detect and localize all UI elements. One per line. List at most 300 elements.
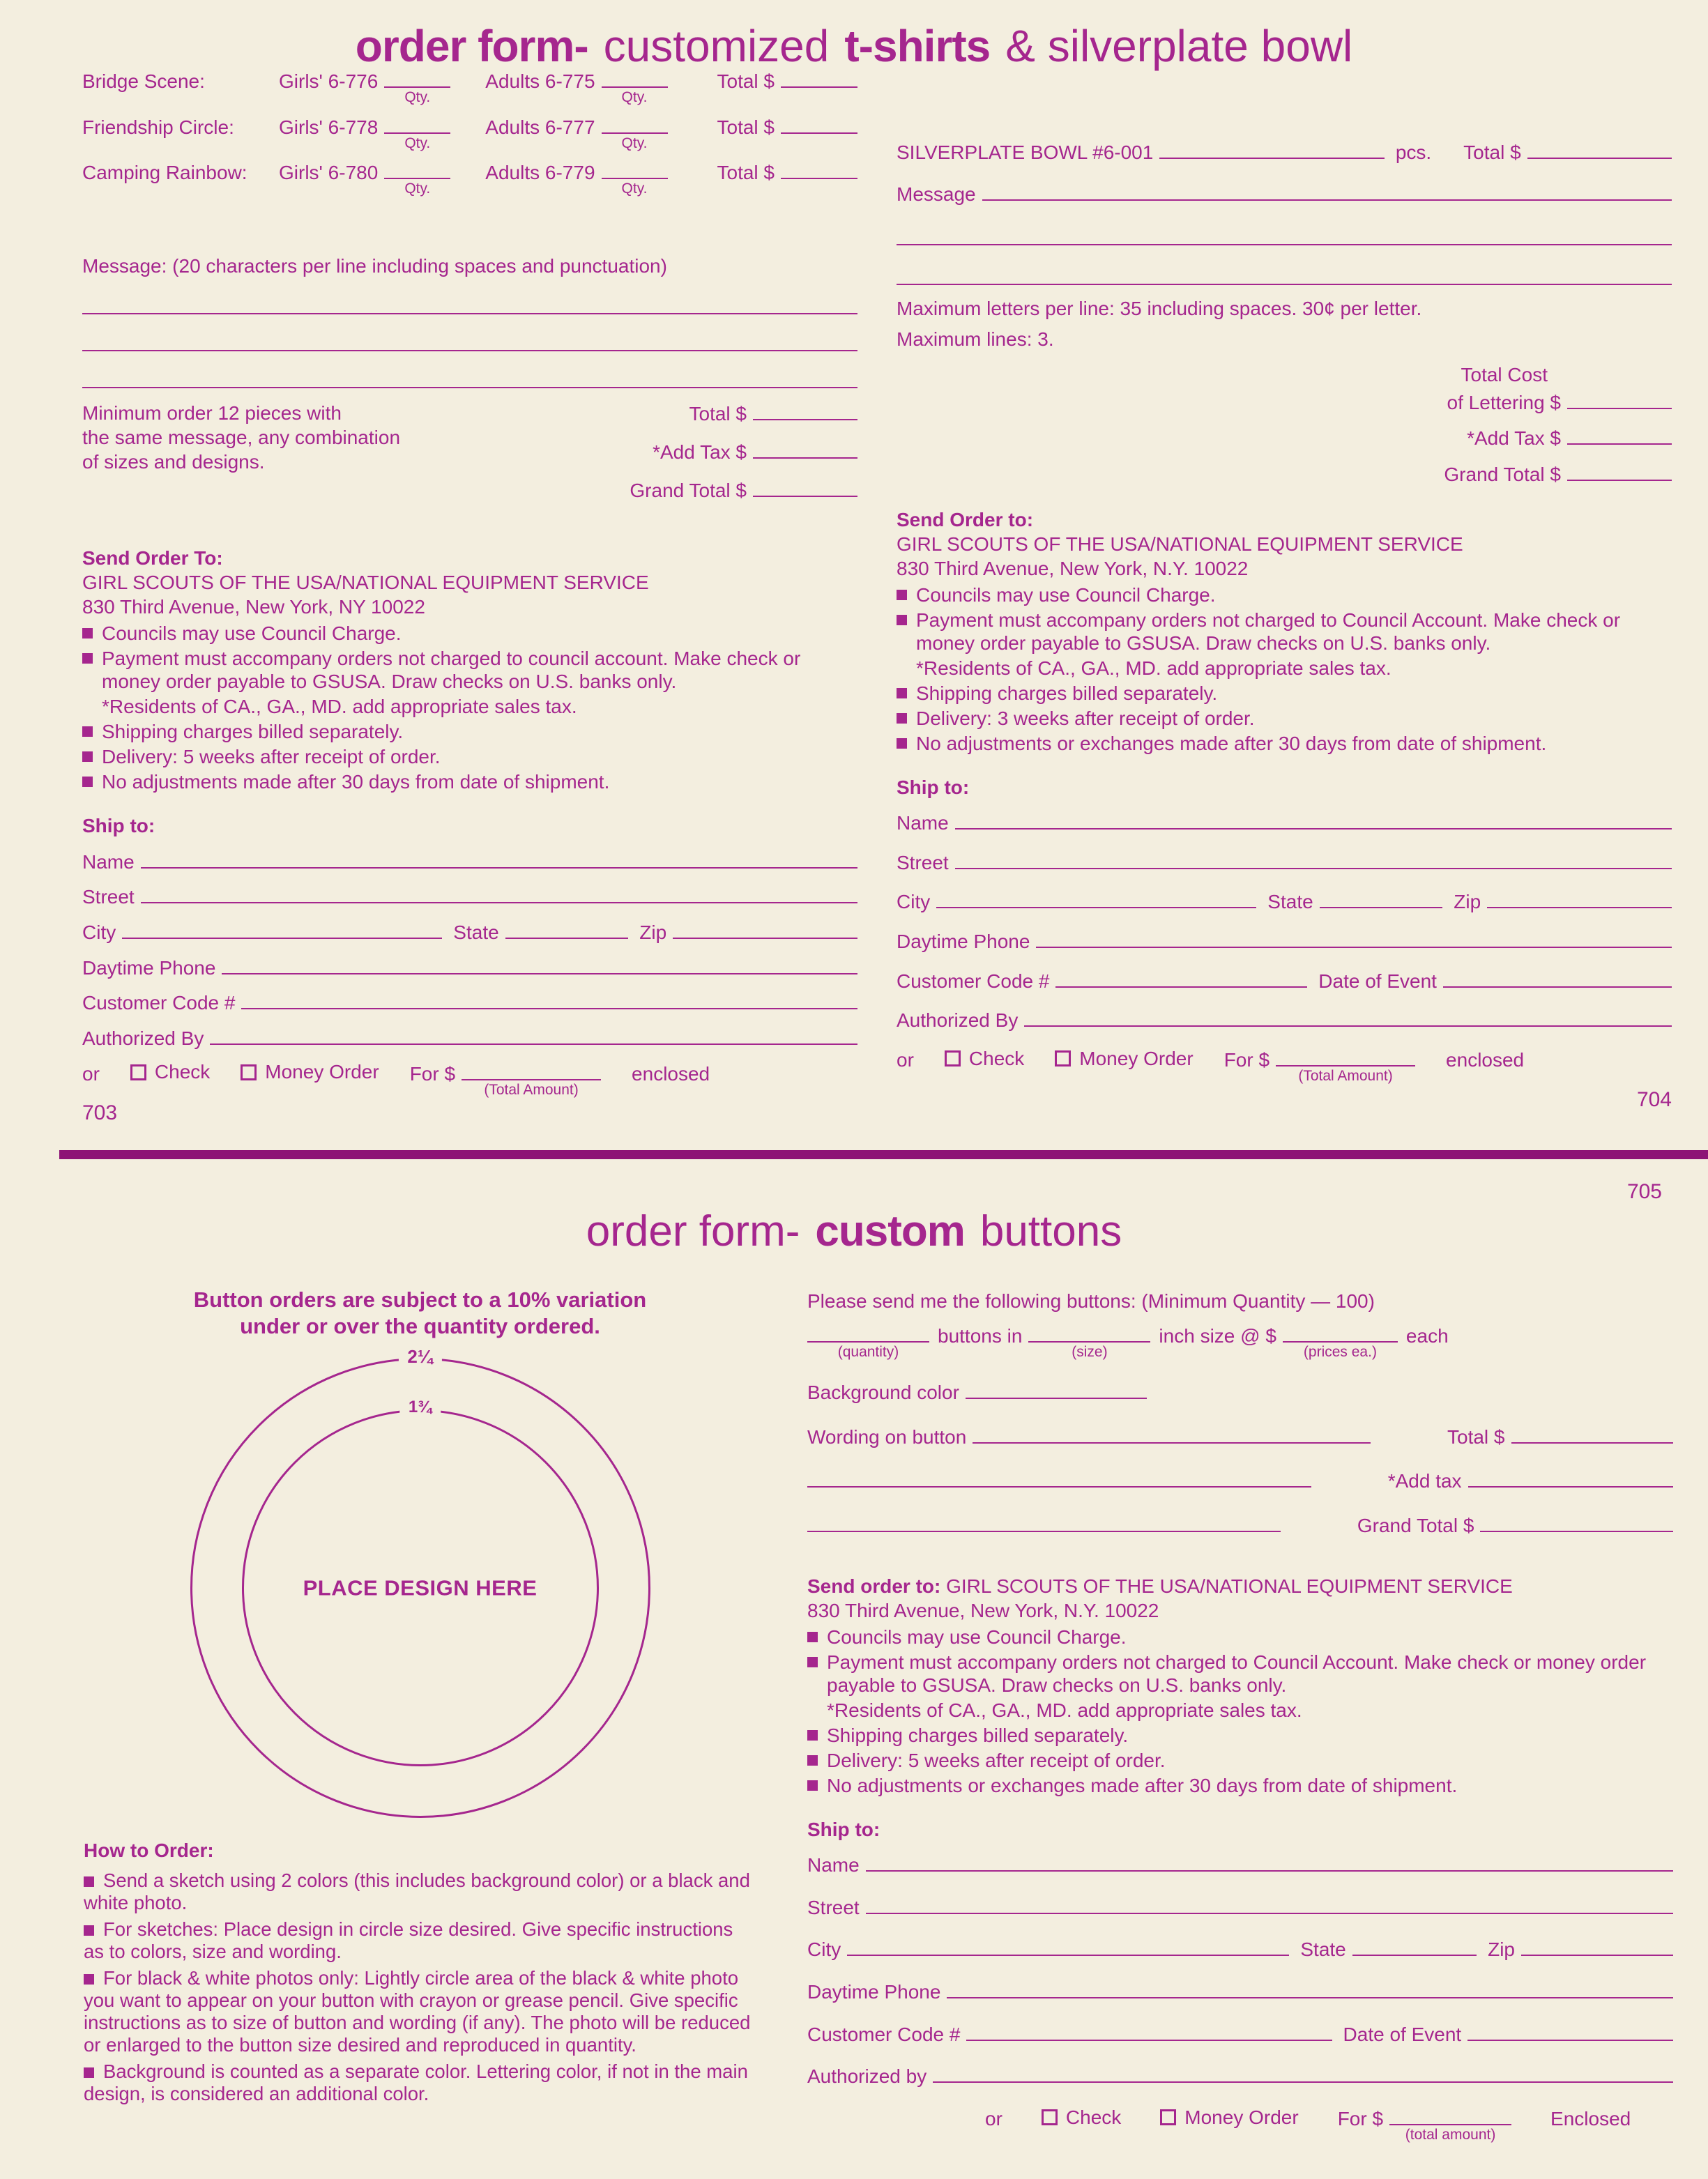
girls-code-group bbox=[279, 160, 450, 197]
ship-to-heading: Ship to: bbox=[807, 1818, 880, 1840]
girls-qty-input-line[interactable] bbox=[384, 114, 450, 151]
total-row bbox=[630, 401, 857, 426]
zip-input-line[interactable] bbox=[1521, 1936, 1673, 1956]
send-order-heading: Send order to: bbox=[807, 1575, 941, 1597]
state-label: State bbox=[1267, 891, 1313, 913]
order-intro: Please send me the following buttons: (Minimum Quantity — 100) bbox=[807, 1290, 1375, 1312]
girls-code-label: Girls' 6-780 bbox=[279, 162, 379, 184]
design-row-friendship-circle bbox=[82, 114, 857, 151]
term-item: Payment must accompany orders not charged to council account. Make check or money order payable to GSUSA. Draw checks on U.S. banks only. bbox=[82, 647, 857, 693]
sales-tax-note: *Residents of CA., GA., MD. add appropriate sales tax. bbox=[916, 657, 1391, 679]
totals-column bbox=[630, 401, 857, 515]
title-part-customized: customized bbox=[603, 21, 830, 71]
background-color-input-line[interactable] bbox=[966, 1379, 1147, 1399]
customer-code-input-line[interactable] bbox=[966, 2021, 1332, 2041]
city-label: City bbox=[807, 1939, 841, 1961]
message-input-line-3[interactable] bbox=[897, 245, 1672, 285]
payment-method-row bbox=[82, 1060, 857, 1098]
max-letters-note: Maximum letters per line: 35 including spaces. 30¢ per letter. bbox=[897, 298, 1422, 320]
title-part-custom: custom bbox=[815, 1207, 965, 1255]
amount-input-line[interactable] bbox=[462, 1061, 601, 1098]
message-input-line-1[interactable] bbox=[982, 181, 1672, 201]
authorized-by-input-line[interactable] bbox=[1024, 1007, 1672, 1027]
enclosed-label: Enclosed bbox=[1550, 2108, 1631, 2130]
price-caption: (prices ea.) bbox=[1303, 1343, 1377, 1360]
amount-group bbox=[1337, 2106, 1511, 2143]
bowl-total-input-line[interactable] bbox=[1527, 139, 1672, 159]
authorized-by-row bbox=[897, 1007, 1672, 1032]
check-option[interactable] bbox=[945, 1047, 1024, 1071]
bowl-qty-input-line[interactable] bbox=[1159, 139, 1385, 159]
title-part-buttons: buttons bbox=[979, 1207, 1122, 1255]
term-item: Payment must accompany orders not charged to Council Account. Make check or money order payable to GSUSA. Draw checks on U.S. banks only. bbox=[807, 1651, 1673, 1697]
total-input-line[interactable] bbox=[1511, 1424, 1674, 1444]
daytime-phone-input-line[interactable] bbox=[947, 1979, 1673, 1998]
street-input-line[interactable] bbox=[866, 1895, 1673, 1914]
lettering-cost-label-line2: of Lettering $ bbox=[1447, 391, 1561, 413]
or-label: or bbox=[82, 1062, 100, 1085]
term-item: Shipping charges billed separately. bbox=[82, 720, 857, 743]
ship-to-section bbox=[807, 1818, 1673, 2143]
state-input-line[interactable] bbox=[1320, 889, 1443, 908]
check-checkbox[interactable] bbox=[130, 1064, 146, 1080]
term-item: No adjustments or exchanges made after 30 days from date of shipment. bbox=[807, 1774, 1673, 1797]
organization-name: GIRL SCOUTS OF THE USA/NATIONAL EQUIPMENT SERVICE bbox=[82, 572, 649, 594]
state-input-line[interactable] bbox=[505, 919, 629, 939]
zip-label: Zip bbox=[639, 921, 667, 943]
money-order-checkbox[interactable] bbox=[1160, 2109, 1176, 2125]
title-part-tshirts: t-shirts bbox=[844, 21, 991, 71]
street-label: Street bbox=[807, 1896, 860, 1918]
add-tax-input-line[interactable] bbox=[1468, 1468, 1673, 1488]
name-row bbox=[897, 810, 1672, 835]
bullet-square-icon bbox=[897, 615, 907, 625]
check-option[interactable] bbox=[1042, 2106, 1121, 2130]
bullet-square-icon bbox=[82, 777, 93, 787]
term-item: Councils may use Council Charge. bbox=[807, 1626, 1673, 1649]
lettering-cost-label-line1: Total Cost bbox=[1461, 364, 1548, 386]
qty-caption: Qty. bbox=[404, 89, 431, 105]
authorized-by-label: Authorized by bbox=[807, 2065, 927, 2088]
how-to-order-item: For black & white photos only: Lightly circle area of the black & white photo you want to appear on your button with crayon or grease pencil. Give specific instructions as to size of button and wording (if any). The photo will be reduced or enlarged to the button size desired and reproduced in quantity. bbox=[84, 1966, 751, 2056]
amount-input-line[interactable] bbox=[1389, 2106, 1511, 2143]
row-total-group bbox=[717, 68, 858, 93]
price-input-line[interactable] bbox=[1283, 1323, 1398, 1360]
date-of-event-label: Date of Event bbox=[1318, 970, 1437, 992]
wording-input-line-3[interactable] bbox=[807, 1513, 1281, 1532]
grand-total-label: Grand Total $ bbox=[1444, 463, 1561, 485]
quantity-input-line[interactable] bbox=[807, 1323, 929, 1360]
buttons-in-label: buttons in bbox=[938, 1324, 1023, 1347]
ship-to-section bbox=[82, 814, 857, 1126]
money-order-checkbox[interactable] bbox=[241, 1064, 257, 1080]
customer-code-input-line[interactable] bbox=[1055, 968, 1307, 988]
bullet-square-icon bbox=[84, 1974, 94, 1985]
size-input-line[interactable] bbox=[1028, 1323, 1150, 1360]
authorized-by-label: Authorized By bbox=[897, 1009, 1019, 1032]
organization-name: GIRL SCOUTS OF THE USA/NATIONAL EQUIPMENT SERVICE bbox=[946, 1575, 1513, 1597]
ship-to-heading: Ship to: bbox=[82, 815, 155, 837]
qty-caption: Qty. bbox=[621, 135, 648, 151]
term-item: No adjustments or exchanges made after 30 days from date of shipment. bbox=[897, 732, 1672, 755]
date-of-event-input-line[interactable] bbox=[1467, 2021, 1673, 2041]
girls-code-group bbox=[279, 114, 450, 151]
organization-address: 830 Third Avenue, New York, NY 10022 bbox=[82, 596, 425, 618]
message-input-line-1[interactable] bbox=[82, 277, 857, 314]
design-label: Bridge Scene: bbox=[82, 70, 205, 92]
bowl-item-label: SILVERPLATE BOWL #6-001 bbox=[897, 142, 1154, 163]
street-input-line[interactable] bbox=[141, 884, 857, 903]
row-total-group bbox=[717, 114, 858, 139]
street-label: Street bbox=[82, 886, 135, 908]
check-checkbox[interactable] bbox=[945, 1050, 961, 1066]
bullet-square-icon bbox=[807, 1780, 818, 1791]
ship-to-section bbox=[897, 776, 1672, 1113]
add-tax-row bbox=[630, 439, 857, 464]
qty-caption: Qty. bbox=[621, 89, 648, 105]
term-item: Shipping charges billed separately. bbox=[897, 682, 1672, 705]
city-input-line[interactable] bbox=[122, 919, 442, 939]
payment-method-row bbox=[897, 1047, 1672, 1085]
wording-input-line[interactable] bbox=[973, 1424, 1371, 1444]
total-label: Total $ bbox=[717, 116, 775, 138]
authorized-by-row bbox=[82, 1025, 857, 1050]
customer-code-event-row bbox=[897, 968, 1672, 993]
customer-code-event-row bbox=[807, 2021, 1673, 2047]
row-total-input-line[interactable] bbox=[781, 68, 857, 88]
for-amount-label: For $ bbox=[409, 1062, 456, 1085]
send-order-heading: Send Order To: bbox=[82, 547, 223, 569]
for-amount-label: For $ bbox=[1223, 1049, 1270, 1071]
authorized-by-label: Authorized By bbox=[82, 1027, 204, 1049]
zip-label: Zip bbox=[1488, 1939, 1516, 1961]
sales-tax-note: *Residents of CA., GA., MD. add appropriate sales tax. bbox=[102, 696, 577, 718]
zip-input-line[interactable] bbox=[1487, 889, 1672, 908]
add-tax-input-line[interactable] bbox=[753, 439, 857, 459]
enclosed-label: enclosed bbox=[1446, 1049, 1525, 1071]
organization-name: GIRL SCOUTS OF THE USA/NATIONAL EQUIPMENT SERVICE bbox=[897, 533, 1463, 555]
how-to-order-heading: How to Order: bbox=[84, 1840, 214, 1861]
bullet-square-icon bbox=[897, 738, 907, 749]
date-of-event-label: Date of Event bbox=[1343, 2023, 1462, 2045]
check-label: Check bbox=[154, 1061, 211, 1083]
total-input-line[interactable] bbox=[753, 401, 857, 420]
pcs-label: pcs. bbox=[1395, 142, 1432, 163]
daytime-phone-input-line[interactable] bbox=[1036, 928, 1672, 948]
term-item: Councils may use Council Charge. bbox=[82, 622, 857, 645]
message-input-line-3[interactable] bbox=[82, 351, 857, 388]
grand-total-row bbox=[1240, 461, 1672, 487]
bowl-totals-section bbox=[1240, 363, 1672, 486]
adults-code-group bbox=[485, 160, 667, 197]
send-order-heading: Send Order to: bbox=[897, 508, 1034, 530]
money-order-option[interactable] bbox=[1160, 2106, 1298, 2130]
check-label: Check bbox=[968, 1047, 1025, 1069]
name-label: Name bbox=[807, 1854, 860, 1876]
street-input-line[interactable] bbox=[955, 850, 1672, 869]
customer-code-row bbox=[82, 990, 857, 1015]
bullet-square-icon bbox=[807, 1632, 818, 1642]
bullet-square-icon bbox=[82, 653, 93, 664]
authorized-by-input-line[interactable] bbox=[933, 2063, 1673, 2083]
bullet-square-icon bbox=[84, 2067, 94, 2078]
form-number-703: 703 bbox=[82, 1101, 118, 1125]
bullet-square-icon bbox=[897, 688, 907, 698]
order-terms-list bbox=[897, 583, 1672, 755]
grand-total-row bbox=[807, 1513, 1673, 1538]
place-design-here-label: PLACE DESIGN HERE bbox=[303, 1575, 537, 1600]
girls-code-group bbox=[279, 68, 450, 105]
page-number-705: 705 bbox=[1626, 1180, 1662, 1203]
total-label: Total $ bbox=[717, 70, 775, 92]
section-divider bbox=[59, 1150, 1708, 1159]
inner-size-label: 1¾ bbox=[399, 1398, 441, 1418]
how-to-order-item: Send a sketch using 2 colors (this includes background color) or a black and white photo. bbox=[84, 1869, 750, 1913]
row-total-input-line[interactable] bbox=[781, 160, 857, 179]
button-design-column bbox=[84, 1287, 756, 2109]
adults-qty-input-line[interactable] bbox=[602, 68, 668, 105]
payment-method-row bbox=[807, 2106, 1673, 2143]
term-item: Payment must accompany orders not charged to Council Account. Make check or money order payable to GSUSA. Draw checks on U.S. banks only. bbox=[897, 609, 1672, 655]
bullet-square-icon bbox=[807, 1657, 818, 1667]
wording-row bbox=[807, 1424, 1673, 1449]
girls-qty-input-line[interactable] bbox=[384, 160, 450, 197]
adults-code-group bbox=[485, 114, 667, 151]
amount-input-line[interactable] bbox=[1276, 1047, 1415, 1085]
wording-input-line-2[interactable] bbox=[807, 1468, 1311, 1488]
enclosed-label: enclosed bbox=[632, 1062, 710, 1085]
message-input-line-2[interactable] bbox=[82, 314, 857, 351]
wording-label: Wording on button bbox=[807, 1425, 967, 1448]
bullet-square-icon bbox=[897, 590, 907, 600]
order-terms-list bbox=[807, 1626, 1673, 1797]
organization-address: 830 Third Avenue, New York, N.Y. 10022 bbox=[897, 557, 1249, 579]
street-row bbox=[807, 1895, 1673, 1920]
variation-note: Button orders are subject to a 10% variation under or over the quantity ordered. bbox=[193, 1287, 647, 1338]
city-state-zip-row bbox=[807, 1936, 1673, 1962]
money-order-label: Money Order bbox=[265, 1061, 379, 1083]
grand-total-row bbox=[630, 477, 857, 503]
daytime-phone-row bbox=[897, 928, 1672, 954]
send-order-line bbox=[807, 1574, 1673, 1598]
background-color-row bbox=[807, 1379, 1673, 1405]
bowl-message-row bbox=[897, 181, 1672, 206]
money-order-option[interactable] bbox=[1055, 1047, 1193, 1071]
outer-size-label: 2¼ bbox=[398, 1346, 441, 1368]
bullet-square-icon bbox=[82, 628, 93, 639]
design-label: Friendship Circle: bbox=[82, 116, 234, 138]
city-label: City bbox=[897, 891, 931, 913]
add-tax-label: *Add tax bbox=[1387, 1470, 1462, 1492]
message-label: Message bbox=[897, 183, 976, 205]
bullet-square-icon bbox=[82, 751, 93, 762]
how-to-order-item: Background is counted as a separate color. Lettering color, if not in the main design, is considered an additional color. bbox=[84, 2060, 748, 2104]
adults-qty-input-line[interactable] bbox=[602, 114, 668, 151]
max-lines-note: Maximum lines: 3. bbox=[897, 328, 1054, 351]
street-row bbox=[897, 850, 1672, 875]
customer-code-label: Customer Code # bbox=[807, 2023, 961, 2045]
or-label: or bbox=[897, 1049, 914, 1071]
or-label: or bbox=[985, 2108, 1002, 2130]
term-item: Delivery: 3 weeks after receipt of order. bbox=[897, 707, 1672, 730]
check-label: Check bbox=[1065, 2106, 1122, 2128]
bullet-square-icon bbox=[84, 1876, 94, 1887]
page-title-tshirts-bowl bbox=[0, 20, 1708, 73]
grand-total-label: Grand Total $ bbox=[630, 479, 747, 501]
page-title-custom-buttons bbox=[0, 1206, 1708, 1257]
daytime-phone-row bbox=[82, 955, 857, 980]
lettering-notes bbox=[897, 293, 1672, 355]
add-tax-row bbox=[1240, 425, 1672, 450]
grand-total-input-line[interactable] bbox=[1480, 1513, 1673, 1532]
bullet-square-icon bbox=[82, 726, 93, 737]
customer-code-label: Customer Code # bbox=[82, 992, 236, 1014]
row-total-input-line[interactable] bbox=[781, 114, 857, 134]
name-label: Name bbox=[897, 812, 949, 834]
total-label: Total $ bbox=[1463, 142, 1521, 163]
daytime-phone-label: Daytime Phone bbox=[897, 930, 1030, 952]
tshirt-order-form bbox=[82, 68, 857, 1126]
name-input-line[interactable] bbox=[955, 810, 1672, 829]
add-tax-row bbox=[807, 1468, 1673, 1493]
ship-to-heading: Ship to: bbox=[897, 776, 970, 798]
customer-code-input-line[interactable] bbox=[241, 990, 857, 1009]
city-input-line[interactable] bbox=[936, 889, 1256, 908]
add-tax-input-line[interactable] bbox=[1567, 425, 1672, 445]
for-amount-label: For $ bbox=[1337, 2108, 1384, 2130]
total-label: Total $ bbox=[689, 403, 747, 425]
adults-qty-input-line[interactable] bbox=[602, 160, 668, 197]
order-terms-list bbox=[82, 622, 857, 793]
money-order-checkbox[interactable] bbox=[1055, 1050, 1071, 1066]
street-label: Street bbox=[897, 851, 949, 873]
state-label: State bbox=[1300, 1939, 1346, 1961]
state-label: State bbox=[453, 921, 499, 943]
design-row-bridge-scene bbox=[82, 68, 857, 105]
how-to-order-item: For sketches: Place design in circle size desired. Give specific instructions as to colors, size and wording. bbox=[84, 1918, 733, 1962]
total-amount-caption: (Total Amount) bbox=[1298, 1068, 1393, 1085]
name-label: Name bbox=[82, 850, 135, 873]
sales-tax-note: *Residents of CA., GA., MD. add appropriate sales tax. bbox=[827, 1699, 1302, 1721]
daytime-phone-input-line[interactable] bbox=[222, 955, 857, 974]
design-label: Camping Rainbow: bbox=[82, 162, 247, 184]
state-input-line[interactable] bbox=[1352, 1936, 1477, 1956]
name-row bbox=[807, 1852, 1673, 1877]
money-order-label: Money Order bbox=[1184, 2106, 1299, 2128]
inch-size-label: inch size @ $ bbox=[1159, 1324, 1276, 1347]
grand-total-input-line[interactable] bbox=[753, 477, 857, 497]
girls-qty-input-line[interactable] bbox=[384, 68, 450, 105]
city-state-zip-row bbox=[897, 889, 1672, 914]
message-input-line-2[interactable] bbox=[897, 206, 1672, 245]
city-label: City bbox=[82, 921, 116, 943]
amount-group bbox=[409, 1061, 601, 1098]
background-color-label: Background color bbox=[807, 1382, 959, 1404]
qty-caption: Qty. bbox=[621, 181, 648, 197]
quantity-caption: (quantity) bbox=[837, 1343, 899, 1360]
bullet-square-icon bbox=[807, 1730, 818, 1741]
qty-caption: Qty. bbox=[404, 181, 431, 197]
bullet-square-icon bbox=[84, 1925, 94, 1936]
each-label: each bbox=[1405, 1324, 1449, 1347]
authorized-by-row bbox=[807, 2063, 1673, 2088]
minimum-order-note: Minimum order 12 pieces with the same message, any combination of sizes and designs. bbox=[82, 402, 401, 473]
grand-total-label: Grand Total $ bbox=[1357, 1514, 1474, 1536]
add-tax-label: *Add Tax $ bbox=[653, 441, 747, 463]
adults-code-group bbox=[485, 68, 667, 105]
daytime-phone-label: Daytime Phone bbox=[82, 956, 216, 979]
size-caption: (size) bbox=[1072, 1343, 1108, 1360]
amount-group bbox=[1223, 1047, 1415, 1085]
totals-section bbox=[82, 401, 857, 515]
city-state-zip-row bbox=[82, 919, 857, 945]
name-input-line[interactable] bbox=[866, 1852, 1673, 1872]
lettering-cost-input-line[interactable] bbox=[1567, 390, 1672, 409]
message-label: Message: (20 characters per line including spaces and punctuation) bbox=[82, 254, 667, 277]
bowl-quantity-row bbox=[897, 139, 1672, 165]
term-item: Shipping charges billed separately. bbox=[807, 1724, 1673, 1747]
check-checkbox[interactable] bbox=[1042, 2109, 1058, 2125]
send-order-section bbox=[897, 507, 1672, 755]
term-item: Delivery: 5 weeks after receipt of order. bbox=[82, 745, 857, 768]
adults-code-label: Adults 6-775 bbox=[485, 70, 595, 92]
girls-code-label: Girls' 6-778 bbox=[279, 116, 379, 138]
term-item: Delivery: 5 weeks after receipt of order. bbox=[807, 1749, 1673, 1772]
total-amount-caption: (Total Amount) bbox=[484, 1081, 579, 1098]
button-size-diagram bbox=[190, 1346, 650, 1818]
total-amount-caption: (total amount) bbox=[1405, 2127, 1496, 2143]
term-item: No adjustments made after 30 days from date of shipment. bbox=[82, 770, 857, 793]
row-total-group bbox=[717, 160, 858, 185]
organization-address: 830 Third Avenue, New York, N.Y. 10022 bbox=[807, 1599, 1159, 1621]
daytime-phone-row bbox=[807, 1979, 1673, 2004]
adults-code-label: Adults 6-779 bbox=[485, 162, 595, 184]
bullet-square-icon bbox=[897, 713, 907, 724]
send-order-section bbox=[82, 546, 857, 793]
total-label: Total $ bbox=[1447, 1425, 1505, 1448]
zip-label: Zip bbox=[1454, 891, 1481, 913]
check-option[interactable] bbox=[130, 1060, 210, 1084]
authorized-by-input-line[interactable] bbox=[210, 1025, 857, 1045]
city-input-line[interactable] bbox=[847, 1936, 1289, 1956]
quantity-size-price-row bbox=[807, 1323, 1673, 1360]
button-order-column bbox=[807, 1290, 1673, 2143]
title-part-silverplate: & silverplate bowl bbox=[1005, 21, 1353, 71]
adults-code-label: Adults 6-777 bbox=[485, 116, 595, 138]
customer-code-label: Customer Code # bbox=[897, 970, 1050, 992]
total-label: Total $ bbox=[717, 162, 775, 184]
term-item: Councils may use Council Charge. bbox=[897, 583, 1672, 606]
money-order-option[interactable] bbox=[241, 1060, 379, 1084]
girls-code-label: Girls' 6-776 bbox=[279, 70, 379, 92]
add-tax-label: *Add Tax $ bbox=[1467, 427, 1561, 450]
name-input-line[interactable] bbox=[141, 849, 857, 869]
design-row-camping-rainbow bbox=[82, 160, 857, 197]
lettering-cost-row bbox=[1240, 390, 1672, 415]
qty-caption: Qty. bbox=[404, 135, 431, 151]
bullet-square-icon bbox=[807, 1755, 818, 1766]
silverplate-bowl-order-form bbox=[897, 139, 1672, 1113]
daytime-phone-label: Daytime Phone bbox=[807, 1980, 941, 2003]
title-part-order-form: order form- bbox=[355, 21, 588, 71]
date-of-event-input-line[interactable] bbox=[1443, 968, 1672, 988]
money-order-label: Money Order bbox=[1079, 1047, 1194, 1069]
name-row bbox=[82, 849, 857, 874]
title-part-order-form: order form- bbox=[586, 1207, 800, 1255]
grand-total-input-line[interactable] bbox=[1567, 461, 1672, 481]
street-row bbox=[82, 884, 857, 909]
zip-input-line[interactable] bbox=[673, 919, 857, 939]
